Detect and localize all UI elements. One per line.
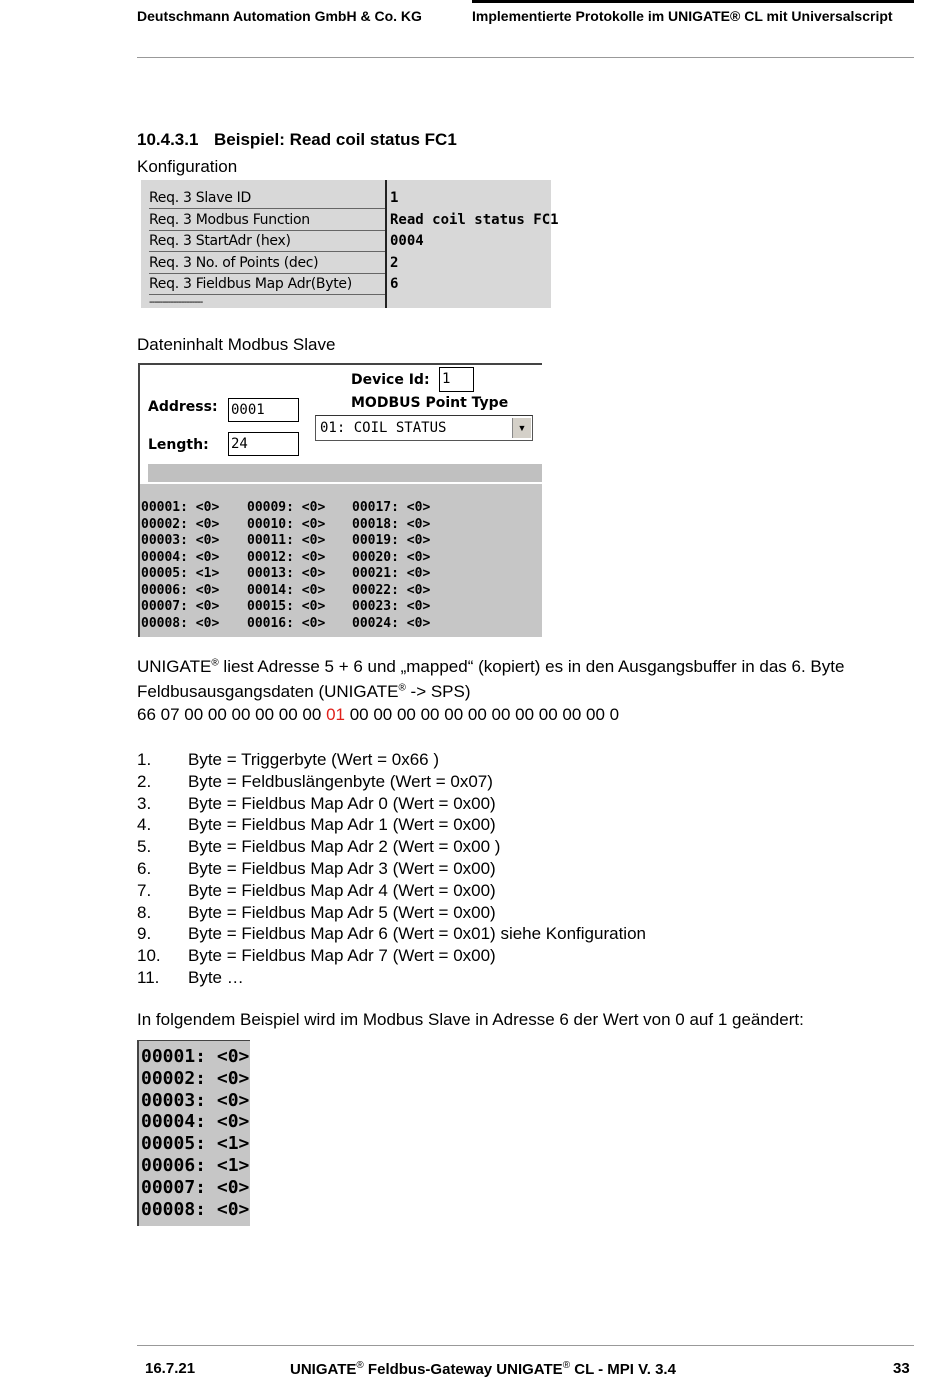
slave-heading: Dateninhalt Modbus Slave xyxy=(137,335,336,354)
config-row-value: 2 xyxy=(390,255,399,271)
list-item-text: Byte = Feldbuslängenbyte (Wert = 0x07) xyxy=(188,771,493,791)
list-item-number: 7. xyxy=(137,880,152,900)
config-row xyxy=(141,188,551,209)
header-divider xyxy=(137,57,914,58)
coil-column-changed xyxy=(141,1046,249,1220)
list-item xyxy=(137,967,646,989)
coil-entry: 00001: <0> xyxy=(141,500,220,515)
config-row-label: Req. 3 Slave ID xyxy=(149,190,385,209)
header-chapter-title: Implementierte Protokolle im UNIGATE® CL mit Universalscript xyxy=(472,8,893,24)
config-row xyxy=(141,210,559,231)
registered-mark: ® xyxy=(356,1360,364,1371)
coil-entry: 00003: <0> xyxy=(141,533,220,548)
list-item-text: Byte = Fieldbus Map Adr 2 (Wert = 0x00 ) xyxy=(188,837,501,857)
footer-date: 16.7.21 xyxy=(145,1360,196,1377)
list-item-text: Byte = Fieldbus Map Adr 4 (Wert = 0x00) xyxy=(188,880,496,900)
list-item xyxy=(137,858,646,880)
config-row xyxy=(141,231,551,252)
list-item-text: Byte = Fieldbus Map Adr 0 (Wert = 0x00) xyxy=(188,793,496,813)
coil-entry: 00002: <0> xyxy=(141,1067,250,1089)
hex-bytes: 00 00 00 00 00 00 00 00 00 00 00 0 xyxy=(344,705,620,724)
paragraph-mapping xyxy=(137,657,844,677)
point-type-select[interactable] xyxy=(315,415,533,441)
coil-entry: 00017: <0> xyxy=(352,500,431,515)
paragraph-output-part: Feldbusausgangsdaten (UNIGATE xyxy=(137,682,399,701)
list-item xyxy=(137,923,646,945)
modbus-slave-panel xyxy=(138,363,542,637)
address-label: Address: xyxy=(148,399,218,415)
list-item-text: Byte = Fieldbus Map Adr 5 (Wert = 0x00) xyxy=(188,902,496,922)
device-id-field[interactable]: 1 xyxy=(439,367,474,392)
list-item-number: 10. xyxy=(137,946,161,966)
list-item-text: Byte = Fieldbus Map Adr 1 (Wert = 0x00) xyxy=(188,815,496,835)
hex-bytes: 66 07 00 00 00 00 00 00 xyxy=(137,705,327,724)
coil-entry: 00012: <0> xyxy=(247,549,326,565)
coil-entry: 00006: <1> xyxy=(141,1154,250,1176)
paragraph-change-example: In folgendem Beispiel wird im Modbus Slave in Adresse 6 der Wert von 0 auf 1 geändert: xyxy=(137,1010,804,1029)
registered-mark: ® xyxy=(398,682,406,694)
config-row-label: Req. 3 Fieldbus Map Adr(Byte) xyxy=(149,276,385,295)
byte-list xyxy=(137,749,646,989)
footer-product-part: UNIGATE xyxy=(290,1361,357,1378)
list-item-number: 11. xyxy=(137,967,160,987)
footer-product-part: CL - MPI V. 3.4 xyxy=(570,1361,676,1378)
point-type-value: 01: COIL STATUS xyxy=(320,420,447,436)
coil-entry: 00021: <0> xyxy=(352,566,431,581)
hex-output-line xyxy=(137,705,619,725)
coil-entry: 00003: <0> xyxy=(141,1089,250,1111)
list-item-number: 9. xyxy=(137,924,152,944)
list-item xyxy=(137,836,646,858)
header-company: Deutschmann Automation GmbH & Co. KG xyxy=(137,8,422,24)
config-row-value: 1 xyxy=(390,190,399,206)
coil-grid xyxy=(140,484,542,637)
footer-product xyxy=(290,1360,676,1378)
page-number: 33 xyxy=(893,1360,910,1377)
config-table xyxy=(141,180,559,308)
list-item-number: 4. xyxy=(137,815,152,835)
coil-entry: 00007: <0> xyxy=(141,1176,250,1198)
coil-entry: 00016: <0> xyxy=(247,615,326,631)
list-item xyxy=(137,814,646,836)
registered-mark: ® xyxy=(211,657,219,669)
coil-entry: 00008: <0> xyxy=(141,615,220,631)
coil-entry: 00011: <0> xyxy=(247,533,326,548)
config-row-value: 6 xyxy=(390,276,399,292)
hex-highlight: 01 xyxy=(326,705,345,724)
list-item-text: Byte = Fieldbus Map Adr 7 (Wert = 0x00) xyxy=(188,946,496,966)
config-row-label: Req. 3 StartAdr (hex) xyxy=(149,233,385,252)
address-field[interactable]: 0001 xyxy=(228,398,299,422)
section-title: Beispiel: Read coil status FC1 xyxy=(214,130,457,149)
coil-entry: 00020: <0> xyxy=(352,549,431,565)
list-item xyxy=(137,771,646,793)
coil-entry: 00007: <0> xyxy=(141,599,220,614)
coil-entry: 00010: <0> xyxy=(247,516,326,532)
config-row xyxy=(141,253,551,274)
config-row-truncated: -------------------- xyxy=(149,296,203,308)
list-item-text: Byte = Fieldbus Map Adr 6 (Wert = 0x01) siehe Konfiguration xyxy=(188,924,646,944)
paragraph-mapping-part: liest Adresse 5 + 6 und „mapped“ (kopiert) es in den Ausgangsbuffer in das 6. Byte xyxy=(218,657,845,676)
footer-divider xyxy=(137,1345,914,1346)
coil-entry: 00005: <1> xyxy=(141,1133,250,1155)
device-id-label: Device Id: xyxy=(351,372,430,388)
coil-entry: 00005: <1> xyxy=(141,566,220,581)
paragraph-output-data xyxy=(137,682,471,702)
config-row-label: Req. 3 Modbus Function xyxy=(149,212,385,231)
coil-entry: 00004: <0> xyxy=(141,1111,250,1133)
coil-entry: 00006: <0> xyxy=(141,582,220,598)
coil-entry: 00023: <0> xyxy=(352,599,431,614)
list-item xyxy=(137,749,646,771)
coil-list-changed xyxy=(137,1040,250,1226)
list-item-text: Byte = Fieldbus Map Adr 3 (Wert = 0x00) xyxy=(188,858,496,878)
config-row xyxy=(141,274,551,295)
coil-entry: 00014: <0> xyxy=(247,582,326,598)
coil-column-2 xyxy=(247,500,325,632)
config-row-value: Read coil status FC1 xyxy=(390,212,559,228)
coil-entry: 00009: <0> xyxy=(247,500,326,515)
list-item-number: 2. xyxy=(137,771,152,791)
coil-entry: 00015: <0> xyxy=(247,599,326,614)
section-number: 10.4.3.1 xyxy=(137,130,199,149)
list-item-number: 1. xyxy=(137,750,152,769)
coil-entry: 00019: <0> xyxy=(352,533,431,548)
coil-entry: 00002: <0> xyxy=(141,516,220,532)
header-rule-top xyxy=(472,0,914,3)
coil-column-3 xyxy=(352,500,430,632)
paragraph-mapping-part: UNIGATE xyxy=(137,657,212,676)
list-item-number: 6. xyxy=(137,858,152,878)
list-item-number: 8. xyxy=(137,902,152,922)
list-item-text: Byte = Triggerbyte (Wert = 0x66 ) xyxy=(188,750,440,769)
list-item-text: Byte … xyxy=(188,967,244,987)
list-item xyxy=(137,945,646,967)
config-heading: Konfiguration xyxy=(137,157,238,176)
list-item xyxy=(137,793,646,815)
length-label: Length: xyxy=(148,437,209,453)
config-row-label: Req. 3 No. of Points (dec) xyxy=(149,255,385,274)
section-heading xyxy=(137,130,457,150)
coil-entry: 00018: <0> xyxy=(352,516,431,532)
coil-column-1 xyxy=(141,500,219,632)
coil-entry: 00013: <0> xyxy=(247,566,326,581)
panel-separator-bar xyxy=(148,464,542,482)
coil-entry: 00008: <0> xyxy=(141,1198,250,1220)
coil-entry: 00024: <0> xyxy=(352,615,431,631)
list-item xyxy=(137,880,646,902)
coil-entry: 00022: <0> xyxy=(352,582,431,598)
footer-product-part: Feldbus-Gateway UNIGATE xyxy=(363,1361,563,1378)
coil-entry: 00001: <0> xyxy=(141,1046,250,1067)
length-field[interactable]: 24 xyxy=(228,432,299,456)
list-item-number: 3. xyxy=(137,793,152,813)
point-type-label: MODBUS Point Type xyxy=(351,395,509,411)
chevron-down-icon[interactable]: ▼ xyxy=(512,418,531,438)
list-item xyxy=(137,902,646,924)
config-row-value: 0004 xyxy=(390,233,424,249)
coil-entry: 00004: <0> xyxy=(141,549,220,565)
paragraph-output-part: -> SPS) xyxy=(405,682,471,701)
list-item-number: 5. xyxy=(137,837,152,857)
registered-mark: ® xyxy=(562,1360,571,1371)
